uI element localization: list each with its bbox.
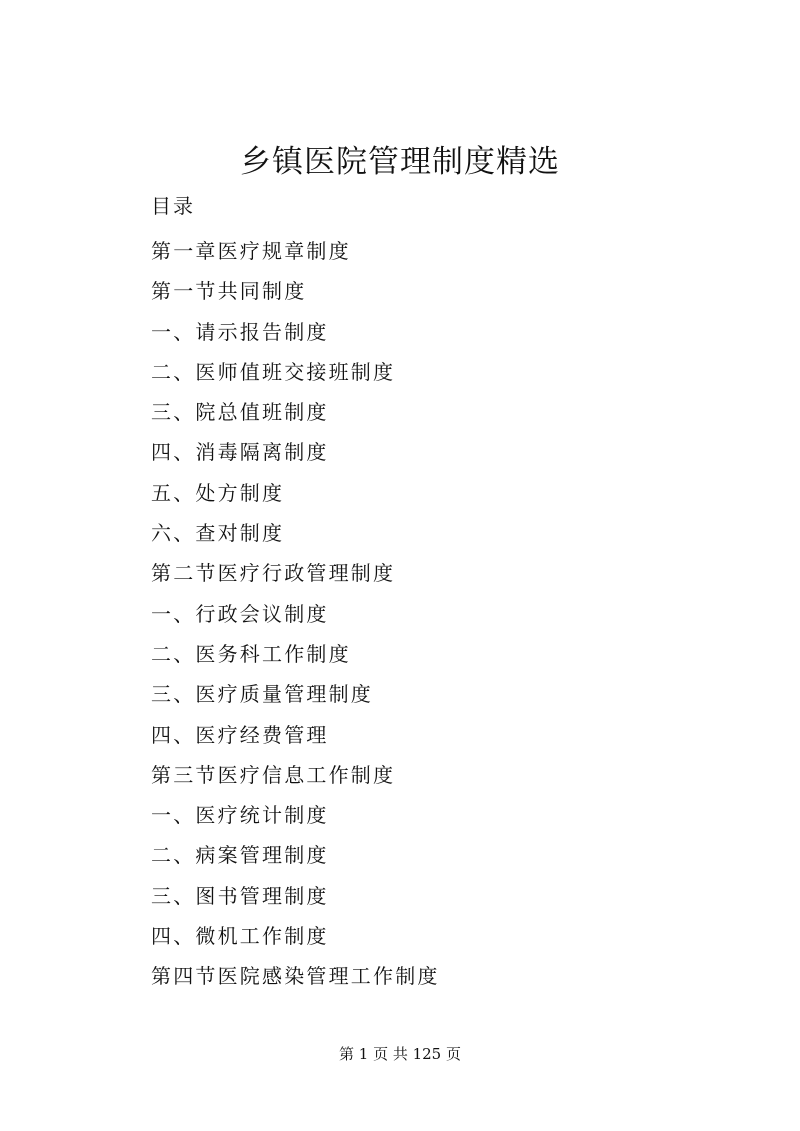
toc-item: 一、行政会议制度 — [151, 601, 329, 626]
toc-item: 二、病案管理制度 — [151, 843, 329, 868]
toc-item: 四、微机工作制度 — [151, 924, 329, 949]
toc-item: 三、医疗质量管理制度 — [151, 682, 373, 707]
toc-heading: 目录 — [151, 194, 195, 218]
toc-item: 第一节共同制度 — [151, 279, 307, 304]
toc-item: 一、医疗统计制度 — [151, 803, 329, 828]
toc-item: 五、处方制度 — [151, 480, 285, 505]
toc-item: 第三节医疗信息工作制度 — [151, 762, 396, 787]
toc-item: 第四节医院感染管理工作制度 — [151, 964, 440, 989]
page-number-footer: 第 1 页 共 125 页 — [338, 1045, 461, 1063]
toc-item: 第二节医疗行政管理制度 — [151, 561, 396, 586]
toc-item: 四、消毒隔离制度 — [151, 440, 329, 465]
toc-item: 第一章医疗规章制度 — [151, 239, 351, 263]
document-title: 乡镇医院管理制度精选 — [240, 144, 560, 180]
toc-item: 一、请示报告制度 — [151, 319, 329, 344]
toc-item: 六、查对制度 — [151, 521, 285, 546]
toc-item: 三、院总值班制度 — [151, 400, 329, 425]
toc-item: 三、图书管理制度 — [151, 883, 329, 908]
toc-list — [151, 231, 440, 997]
toc-item: 二、医师值班交接班制度 — [151, 359, 396, 384]
toc-item: 四、医疗经费管理 — [151, 722, 329, 747]
toc-item: 二、医务科工作制度 — [151, 641, 351, 666]
